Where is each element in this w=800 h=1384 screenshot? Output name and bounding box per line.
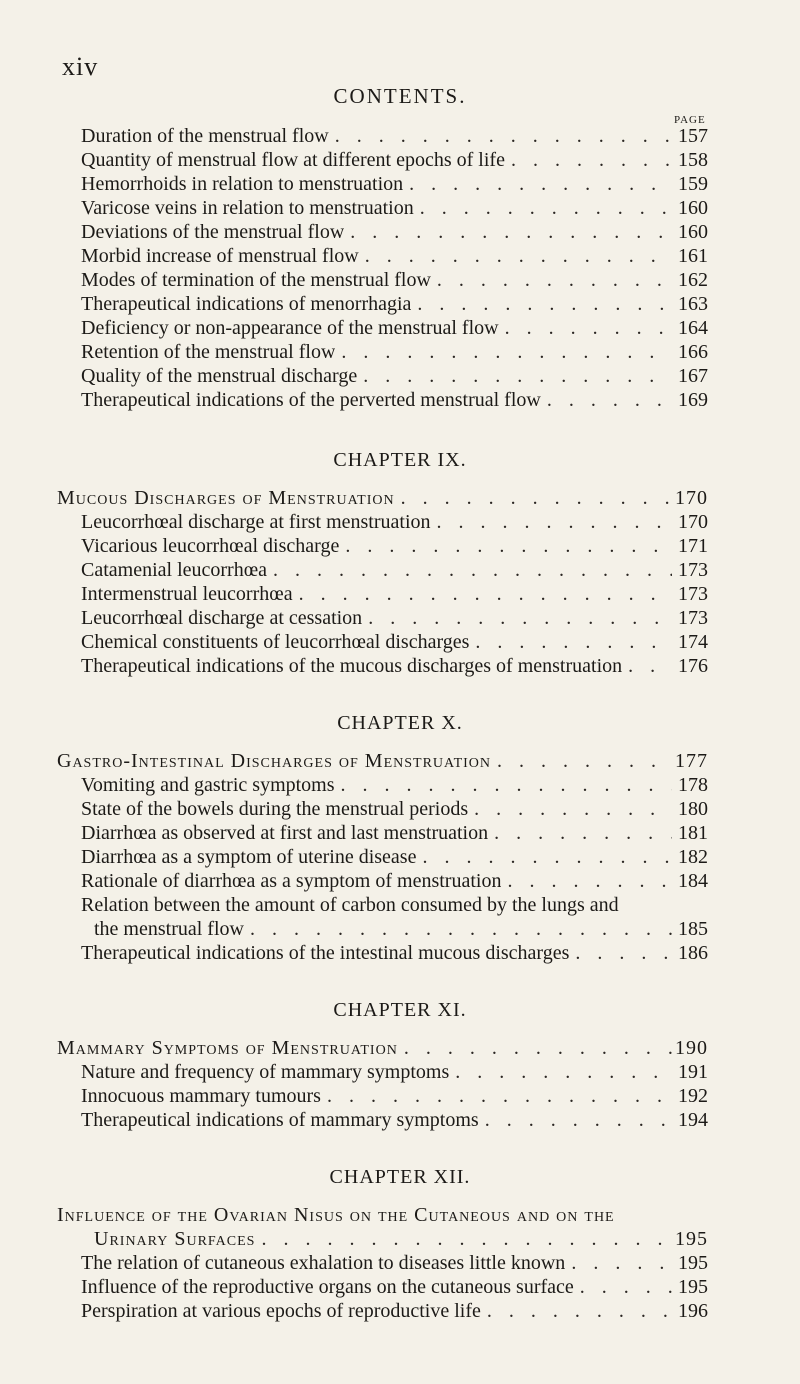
dot-leader [244, 917, 672, 941]
dot-leader [569, 941, 672, 965]
toc-entry [0, 196, 800, 220]
dot-leader [335, 773, 672, 797]
dot-leader [479, 1108, 672, 1132]
toc-entry [0, 388, 800, 412]
dot-leader [359, 244, 672, 268]
toc-entry [0, 558, 800, 582]
entry-page: 195 [678, 1252, 708, 1274]
entry-title: Therapeutical indications of the mucous discharges of menstruation [81, 655, 623, 677]
entry-page: 160 [678, 221, 708, 243]
dot-leader [357, 364, 672, 388]
entry-page: 171 [678, 535, 708, 557]
entry-page: 196 [678, 1300, 708, 1322]
dot-leader [403, 172, 672, 196]
entry-title: Deficiency or non-appearance of the menstrual flow [81, 317, 499, 339]
toc-entry [0, 1299, 800, 1323]
chapter-main-entry-line1 [0, 1203, 800, 1227]
entry-title: Mucous Discharges of Menstruation [57, 487, 395, 509]
toc-entry [0, 941, 800, 965]
dot-leader [414, 196, 672, 220]
chapter-heading: CHAPTER XII. [329, 1166, 471, 1188]
toc-entry [0, 244, 800, 268]
entry-page: 166 [678, 341, 708, 363]
toc-entry [0, 630, 800, 654]
entry-page: 176 [678, 655, 708, 677]
toc-entry [0, 124, 800, 148]
entry-title: Gastro-Intestinal Discharges of Menstruation [57, 750, 492, 772]
entry-title: Quality of the menstrual discharge [81, 365, 358, 387]
entry-title: Duration of the menstrual flow [81, 125, 329, 147]
entry-title: Influence of the Ovarian Nisus on the Cutaneous and on the [57, 1204, 615, 1226]
dot-leader [398, 1036, 672, 1060]
entry-title: Intermenstrual leucorrhœa [81, 583, 293, 605]
dot-leader [541, 388, 672, 412]
entry-title: Hemorrhoids in relation to menstruation [81, 173, 404, 195]
toc-entry [0, 1251, 800, 1275]
dot-leader [622, 654, 672, 678]
toc-entry [0, 172, 800, 196]
dot-leader [431, 268, 672, 292]
toc-entry [0, 773, 800, 797]
entry-title: the menstrual flow [94, 918, 244, 940]
dot-leader [574, 1275, 672, 1299]
dot-leader [255, 1227, 672, 1251]
toc-entry-line2 [0, 917, 800, 941]
entry-title: Diarrhœa as a symptom of uterine disease [81, 846, 417, 868]
entry-page: 164 [678, 317, 708, 339]
entry-title: Therapeutical indications of menorrhagia [81, 293, 412, 315]
toc-entry [0, 821, 800, 845]
toc-entry-line1 [0, 893, 800, 917]
entry-title: Deviations of the menstrual flow [81, 221, 345, 243]
entry-title: Perspiration at various epochs of reproductive life [81, 1300, 481, 1322]
toc-entry [0, 316, 800, 340]
entry-title: State of the bowels during the menstrual periods [81, 798, 469, 820]
entry-page: 174 [678, 631, 708, 653]
toc-entry [0, 364, 800, 388]
entry-title: Vicarious leucorrhœal discharge [81, 535, 340, 557]
dot-leader [499, 316, 672, 340]
toc-entry [0, 340, 800, 364]
toc-entry [0, 869, 800, 893]
page-column-label: PAGE [674, 114, 706, 126]
dot-leader [362, 606, 672, 630]
entry-title: Varicose veins in relation to menstruation [81, 197, 414, 219]
dot-leader [468, 797, 672, 821]
chapter-heading: CHAPTER XI. [333, 999, 467, 1021]
entry-title: The relation of cutaneous exhalation to diseases little known [81, 1252, 566, 1274]
entry-page: 173 [678, 607, 708, 629]
chapter-main-entry-line2 [0, 1227, 800, 1251]
entry-page: 191 [678, 1061, 708, 1083]
entry-title: Catamenial leucorrhœa [81, 559, 268, 581]
entry-title: Vomiting and gastric symptoms [81, 774, 335, 796]
entry-title: Mammary Symptoms of Menstruation [57, 1037, 398, 1059]
entry-page: 181 [678, 822, 708, 844]
dot-leader [411, 292, 672, 316]
entry-page: 162 [678, 269, 708, 291]
dot-leader [488, 821, 672, 845]
entry-title: Therapeutical indications of mammary symptoms [81, 1109, 479, 1131]
toc-entry [0, 582, 800, 606]
chapter-heading: CHAPTER X. [337, 712, 463, 734]
entry-page: 185 [678, 918, 708, 940]
entry-title: Nature and frequency of mammary symptoms [81, 1061, 450, 1083]
entry-title: Leucorrhœal discharge at cessation [81, 607, 363, 629]
entry-page: 195 [675, 1228, 708, 1250]
entry-page: 158 [678, 149, 708, 171]
toc-entry [0, 654, 800, 678]
entry-page: 170 [675, 487, 708, 509]
toc-entry [0, 220, 800, 244]
dot-leader [321, 1084, 672, 1108]
entry-page: 173 [678, 583, 708, 605]
entry-page: 194 [678, 1109, 708, 1131]
dot-leader [395, 486, 672, 510]
toc-entry [0, 797, 800, 821]
dot-leader [335, 340, 672, 364]
entry-page: 190 [675, 1037, 708, 1059]
entry-page: 184 [678, 870, 708, 892]
entry-page: 180 [678, 798, 708, 820]
dot-leader [416, 845, 672, 869]
entry-title: Urinary Surfaces [94, 1228, 256, 1250]
entry-title: Diarrhœa as observed at first and last menstruation [81, 822, 489, 844]
toc-entry [0, 1060, 800, 1084]
toc-entry [0, 1108, 800, 1132]
dot-leader [449, 1060, 672, 1084]
dot-leader [267, 558, 672, 582]
entry-page: 163 [678, 293, 708, 315]
entry-title: Leucorrhœal discharge at first menstruation [81, 511, 431, 533]
toc-entry [0, 606, 800, 630]
entry-title: Therapeutical indications of the perverted menstrual flow [81, 389, 541, 411]
dot-leader [481, 1299, 672, 1323]
entry-page: 177 [675, 750, 708, 772]
entry-title: Retention of the menstrual flow [81, 341, 336, 363]
entry-title: Therapeutical indications of the intestinal mucous discharges [81, 942, 570, 964]
entry-page: 173 [678, 559, 708, 581]
entry-page: 182 [678, 846, 708, 868]
entry-title: Influence of the reproductive organs on the cutaneous surface [81, 1276, 574, 1298]
entry-title: Chemical constituents of leucorrhœal discharges [81, 631, 470, 653]
toc-entry [0, 534, 800, 558]
entry-page: 159 [678, 173, 708, 195]
dot-leader [344, 220, 672, 244]
dot-leader [431, 510, 672, 534]
entry-page: 160 [678, 197, 708, 219]
entry-title: Relation between the amount of carbon consumed by the lungs and [81, 894, 619, 916]
toc-entry [0, 1275, 800, 1299]
dot-leader [293, 582, 672, 606]
chapter-heading: CHAPTER IX. [333, 449, 467, 471]
dot-leader [339, 534, 672, 558]
entry-page: 192 [678, 1085, 708, 1107]
dot-leader [469, 630, 672, 654]
toc-entry [0, 292, 800, 316]
entry-page: 186 [678, 942, 708, 964]
entry-page: 157 [678, 125, 708, 147]
toc-entry [0, 845, 800, 869]
chapter-main-entry [0, 749, 800, 773]
chapter-main-entry [0, 486, 800, 510]
table-of-contents [0, 124, 800, 1323]
toc-entry [0, 148, 800, 172]
entry-page: 170 [678, 511, 708, 533]
entry-title: Innocuous mammary tumours [81, 1085, 321, 1107]
dot-leader [565, 1251, 672, 1275]
dot-leader [329, 124, 672, 148]
dot-leader [491, 749, 672, 773]
toc-entry [0, 1084, 800, 1108]
dot-leader [501, 869, 672, 893]
entry-page: 161 [678, 245, 708, 267]
entry-page: 178 [678, 774, 708, 796]
entry-page: 167 [678, 365, 708, 387]
entry-title: Morbid increase of menstrual flow [81, 245, 359, 267]
entry-title: Modes of termination of the menstrual flow [81, 269, 431, 291]
entry-page: 195 [678, 1276, 708, 1298]
chapter-main-entry [0, 1036, 800, 1060]
dot-leader [505, 148, 672, 172]
entry-title: Quantity of menstrual flow at different epochs of life [81, 149, 505, 171]
entry-page: 169 [678, 389, 708, 411]
toc-entry [0, 510, 800, 534]
page-folio: xiv [62, 52, 99, 81]
toc-entry [0, 268, 800, 292]
running-head: CONTENTS. [333, 84, 467, 108]
entry-title: Rationale of diarrhœa as a symptom of menstruation [81, 870, 502, 892]
